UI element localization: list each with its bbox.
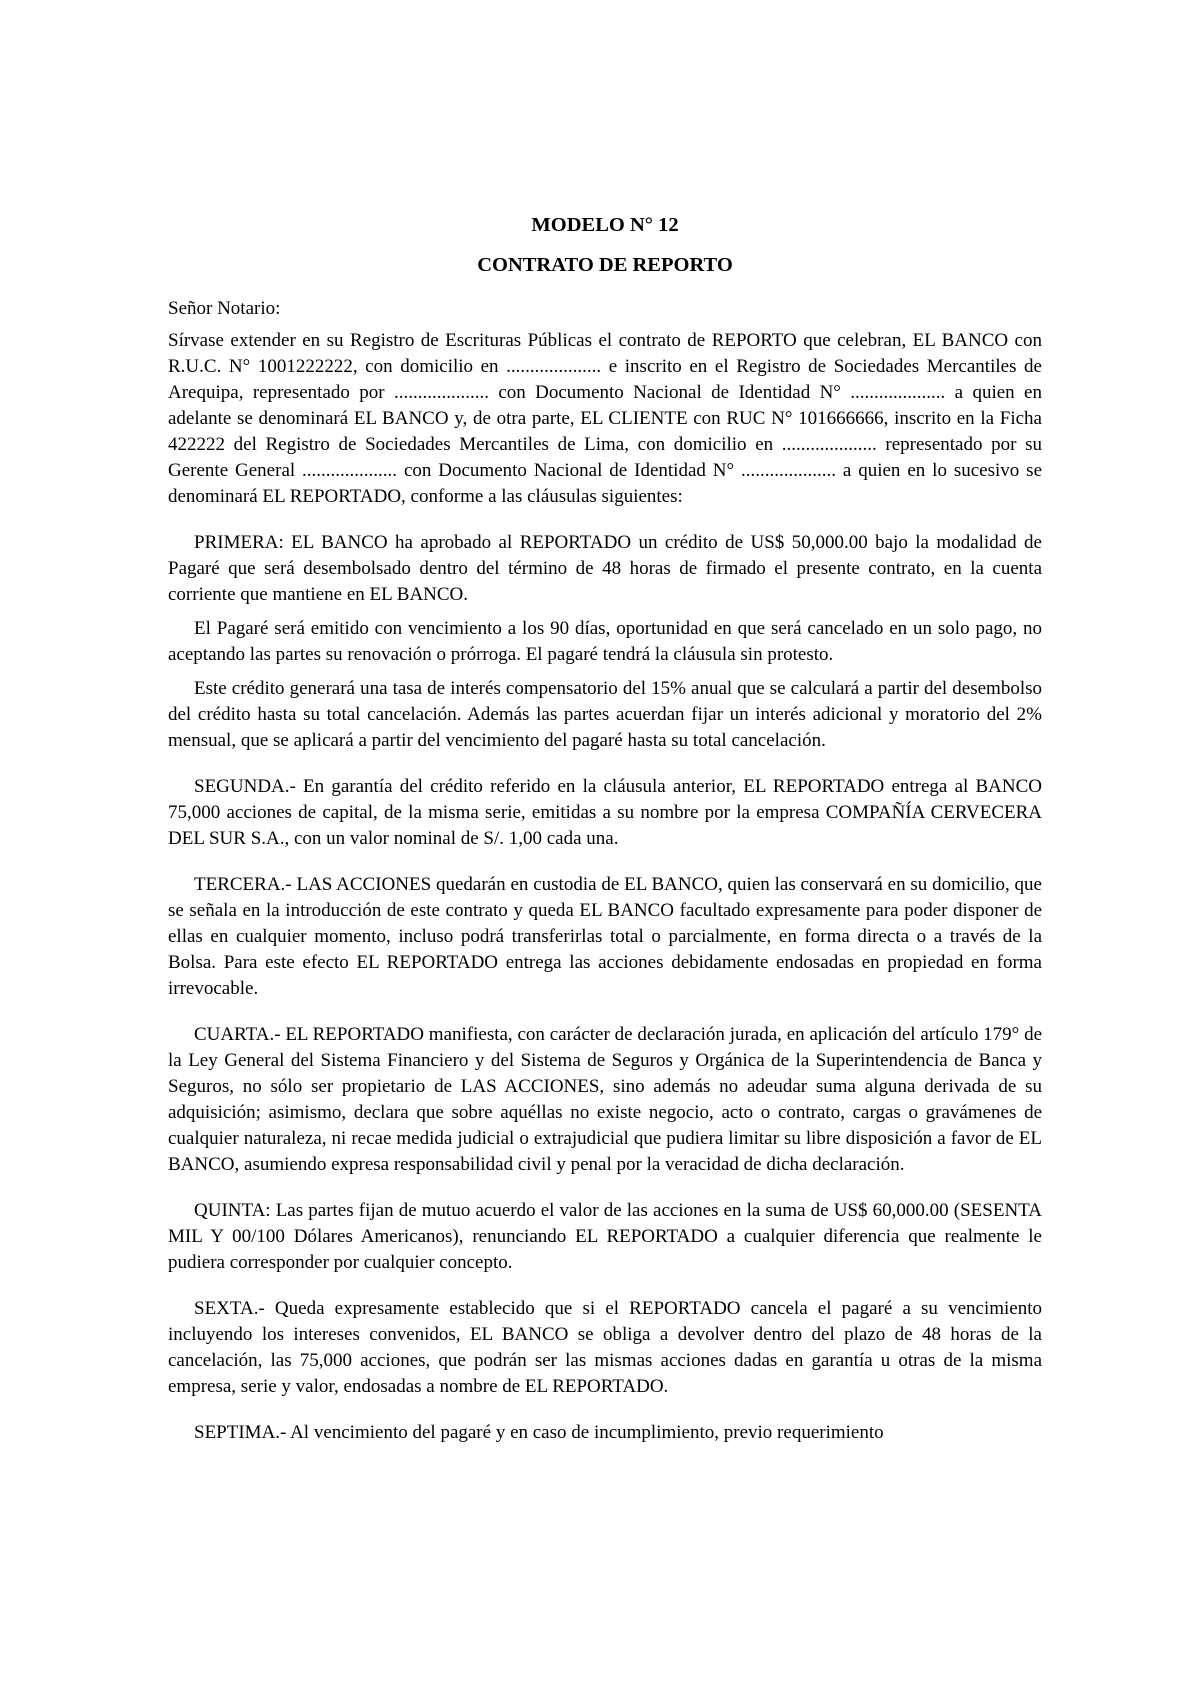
clause-primera-paragraph-3: Este crédito generará una tasa de interés compensatorio del 15% anual que se calculará a partir del desembolso del crédito hasta su total cancelación. Además las partes acuerdan fijar un interés adicional y moratorio del 2% mensual, que se aplicará a partir del vencimiento del pagaré hasta su total cancelación. xyxy=(168,678,1042,751)
clause-sexta: SEXTA.- Queda expresamente establecido que si el REPORTADO cancela el pagaré a su vencimiento incluyendo los intereses convenidos, EL BANCO se obliga a devolver dentro del plazo de 48 horas de la cancelación, las 75,000 acciones, que podrán ser las mismas acciones dadas en garantía u otras de la misma empresa, serie y valor, endosadas a nombre de EL REPORTADO. xyxy=(168,1298,1042,1397)
document-body xyxy=(168,212,1042,1446)
clause-septima: SEPTIMA.- Al vencimiento del pagaré y en caso de incumplimiento, previo requerimiento xyxy=(194,1422,884,1443)
clause-cuarta: CUARTA.- EL REPORTADO manifiesta, con carácter de declaración jurada, en aplicación del artículo 179° de la Ley General del Sistema Financiero y del Sistema de Seguros y Orgánica de la Superintendencia de Banca y Seguros, no sólo ser propietario de LAS ACCIONES, sino además no adeudar suma alguna derivada de su adquisición; asimismo, declara que sobre aquéllas no existe negocio, acto o contrato, cargas o gravámenes de cualquier naturaleza, ni recae medida judicial o extrajudicial que pudiera limitar su libre disposición a favor de EL BANCO, asumiendo expresa responsabilidad civil y penal por la veracidad de dicha declaración. xyxy=(168,1024,1042,1175)
clause-quinta: QUINTA: Las partes fijan de mutuo acuerdo el valor de las acciones en la suma de US$ 60,000.00 (SESENTA MIL Y 00/100 Dólares Americanos), renunciando EL REPORTADO a cualquier diferencia que realmente le pudiera corresponder por cualquier concepto. xyxy=(168,1200,1042,1273)
clause-tercera: TERCERA.- LAS ACCIONES quedarán en custodia de EL BANCO, quien las conservará en su domicilio, que se señala en la introducción de este contrato y queda EL BANCO facultado expresamente para poder disponer de ellas en cualquier momento, incluso podrá transferirlas total o parcialmente, en forma directa o a través de la Bolsa. Para este efecto EL REPORTADO entrega las acciones debidamente endosadas en propiedad en forma irrevocable. xyxy=(168,874,1042,999)
salutation: Señor Notario: xyxy=(168,298,281,319)
contract-title: CONTRATO DE REPORTO xyxy=(477,254,733,276)
clause-primera: PRIMERA: EL BANCO ha aprobado al REPORTADO un crédito de US$ 50,000.00 bajo la modalidad de Pagaré que será desembolsado dentro del término de 48 horas de firmado el presente contrato, en la cuenta corriente que mantiene en EL BANCO. xyxy=(168,532,1042,605)
model-heading: MODELO N° 12 xyxy=(531,214,679,236)
clause-primera-paragraph-2: El Pagaré será emitido con vencimiento a los 90 días, oportunidad en que será cancelado en un solo pago, no aceptando las partes su renovación o prórroga. El pagaré tendrá la cláusula sin protesto. xyxy=(168,618,1042,665)
clause-segunda: SEGUNDA.- En garantía del crédito referido en la cláusula anterior, EL REPORTADO entrega al BANCO 75,000 acciones de capital, de la misma serie, emitidas a su nombre por la empresa COMPAÑÍA CERVECERA DEL SUR S.A., con un valor nominal de S/. 1,00 cada una. xyxy=(168,776,1042,849)
intro-paragraph: Sírvase extender en su Registro de Escrituras Públicas el contrato de REPORTO que celebran, EL BANCO con R.U.C. N° 1001222222, con domicilio en .................... e inscrito en el Registro de Sociedades Mercantiles de Arequipa, representado por .................... con Documento Nacional de Identidad N° .................... a quien en adelante se denominará EL BANCO y, de otra parte, EL CLIENTE con RUC N° 101666666, inscrito en la Ficha 422222 del Registro de Sociedades Mercantiles de Lima, con domicilio en .................... representado por su Gerente General .................... con Documento Nacional de Identidad N° .................... a quien en lo sucesivo se denominará EL REPORTADO, conforme a las cláusulas siguientes: xyxy=(168,330,1042,507)
